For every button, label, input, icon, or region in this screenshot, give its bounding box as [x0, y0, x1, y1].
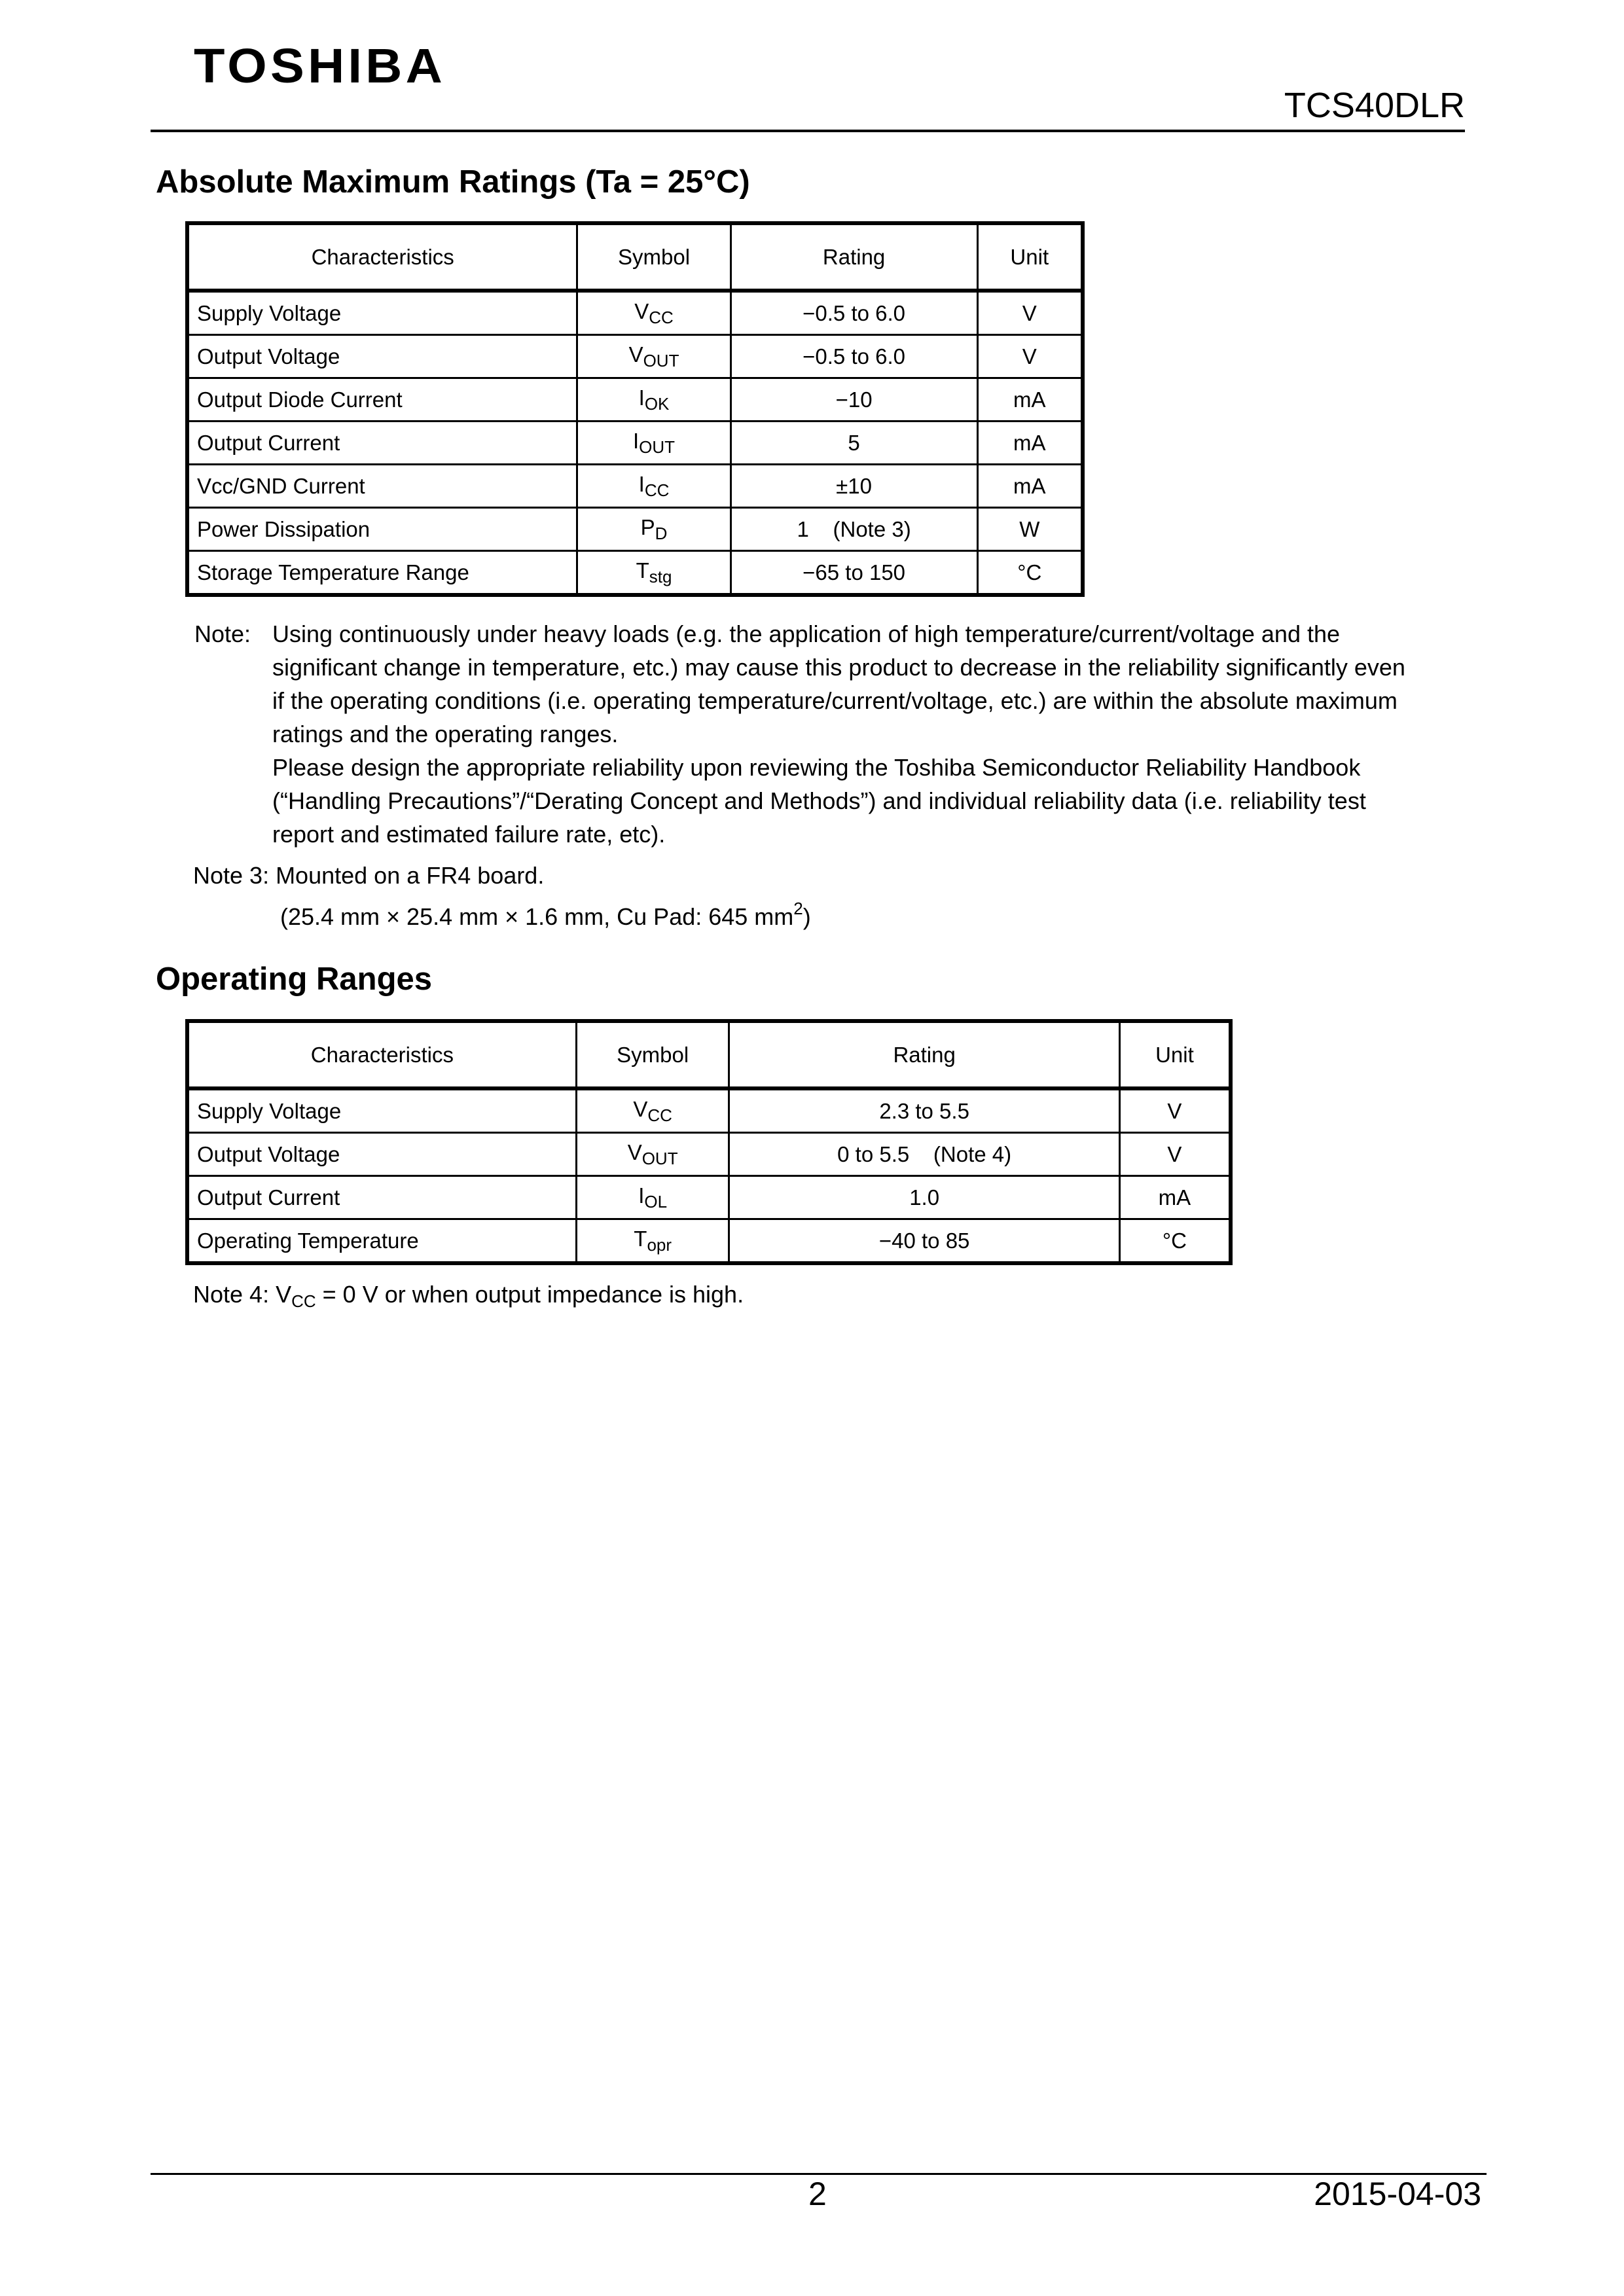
- cell-unit: mA: [977, 378, 1083, 422]
- cell-characteristic: Output Voltage: [187, 1133, 576, 1176]
- cell-characteristic: Output Current: [187, 422, 577, 465]
- cell-characteristic: Vcc/GND Current: [187, 465, 577, 508]
- note-line: report and estimated failure rate, etc).: [272, 821, 666, 848]
- table-row: [187, 291, 1083, 335]
- toshiba-logo: TOSHIBA: [194, 39, 446, 93]
- cell-unit: mA: [977, 465, 1083, 508]
- cell-rating: −10: [731, 378, 977, 422]
- cell-rating: 1.0: [729, 1176, 1119, 1219]
- cell-symbol: $V_{CC}$: [576, 1088, 729, 1133]
- col-header-characteristics: Characteristics: [187, 1021, 576, 1088]
- cell-unit: mA: [977, 422, 1083, 465]
- cell-symbol: $I_{CC}$: [577, 465, 731, 508]
- cell-symbol: $V_{OUT}$: [577, 335, 731, 378]
- table-row: [187, 465, 1083, 508]
- table-row: [187, 551, 1083, 596]
- table-row: [187, 1219, 1231, 1264]
- note-label: Note:: [194, 620, 251, 647]
- note-3: [193, 859, 811, 933]
- cell-symbol: $T_{stg}$: [577, 551, 731, 596]
- cell-characteristic: Output Voltage: [187, 335, 577, 378]
- cell-characteristic: Supply Voltage: [187, 1088, 576, 1133]
- col-header-rating: Rating: [729, 1021, 1119, 1088]
- cell-rating: 0 to 5.5 (Note 4): [729, 1133, 1119, 1176]
- operating-ranges-table: [185, 1019, 1233, 1265]
- cell-rating: −40 to 85: [729, 1219, 1119, 1264]
- document-date: 2015-04-03: [1314, 2176, 1481, 2212]
- table-row: [187, 335, 1083, 378]
- table-row: [187, 1133, 1231, 1176]
- cell-symbol: $I_{OUT}$: [577, 422, 731, 465]
- note-line: significant change in temperature, etc.) may cause this product to decrease in the reliability significantly even: [272, 654, 1405, 681]
- cell-characteristic: Output Diode Current: [187, 378, 577, 422]
- table-row: [187, 422, 1083, 465]
- cell-symbol: $P_D$: [577, 508, 731, 551]
- col-header-symbol: Symbol: [576, 1021, 729, 1088]
- cell-unit: V: [1119, 1133, 1231, 1176]
- cell-rating: 1 (Note 3): [731, 508, 977, 551]
- cell-unit: mA: [1119, 1176, 1231, 1219]
- note-4: Note 4: $V_{CC} = 0$ V or when output impedance is high.: [193, 1281, 744, 1311]
- col-header-rating: Rating: [731, 223, 977, 291]
- note-line: if the operating conditions (i.e. operating temperature/current/voltage, etc.) are within the absolute maximum: [272, 687, 1398, 714]
- table-row: [187, 1176, 1231, 1219]
- cell-unit: V: [977, 335, 1083, 378]
- cell-symbol: $V_{OUT}$: [576, 1133, 729, 1176]
- col-header-unit: Unit: [977, 223, 1083, 291]
- cell-unit: W: [977, 508, 1083, 551]
- col-header-unit: Unit: [1119, 1021, 1231, 1088]
- cell-symbol: $I_{OK}$: [577, 378, 731, 422]
- cell-rating: −65 to 150: [731, 551, 977, 596]
- cell-unit: °C: [977, 551, 1083, 596]
- cell-rating: −0.5 to 6.0: [731, 291, 977, 335]
- cell-rating: 2.3 to 5.5: [729, 1088, 1119, 1133]
- note3-line2: (25.4 mm × 25.4 mm × 1.6 mm, Cu Pad: 645 $mm^2$): [280, 899, 811, 930]
- page-number: 2: [808, 2176, 827, 2212]
- cell-characteristic: Storage Temperature Range: [187, 551, 577, 596]
- abs-max-ratings-table: [185, 221, 1085, 597]
- cell-rating: −0.5 to 6.0: [731, 335, 977, 378]
- reliability-note: [194, 617, 1477, 851]
- cell-unit: V: [977, 291, 1083, 335]
- cell-symbol: $T_{opr}$: [576, 1219, 729, 1264]
- cell-rating: 5: [731, 422, 977, 465]
- col-header-characteristics: Characteristics: [187, 223, 577, 291]
- operating-ranges-title: Operating Ranges: [156, 961, 433, 997]
- cell-characteristic: Supply Voltage: [187, 291, 577, 335]
- header-rule: [151, 130, 1465, 132]
- note-line: (“Handling Precautions”/“Derating Concept and Methods”) and individual reliability data (i.e. reliability test: [272, 787, 1366, 814]
- note-line: Using continuously under heavy loads (e.g. the application of high temperature/current/voltage and the: [272, 620, 1341, 647]
- table-row: [187, 508, 1083, 551]
- note3-line1: Note 3: Mounted on a FR4 board.: [193, 862, 545, 889]
- table-row: [187, 378, 1083, 422]
- abs-max-ratings-title: Absolute Maximum Ratings (Ta = 25°C): [156, 164, 750, 200]
- part-number: TCS40DLR: [1284, 86, 1465, 125]
- cell-symbol: $V_{CC}$: [577, 291, 731, 335]
- cell-characteristic: Operating Temperature: [187, 1219, 576, 1264]
- table-row: [187, 1088, 1231, 1133]
- note-line: Please design the appropriate reliability upon reviewing the Toshiba Semiconductor Reliability Handbook: [272, 754, 1361, 781]
- cell-rating: ±10: [731, 465, 977, 508]
- cell-unit: °C: [1119, 1219, 1231, 1264]
- cell-characteristic: Power Dissipation: [187, 508, 577, 551]
- note-line: ratings and the operating ranges.: [272, 721, 619, 747]
- col-header-symbol: Symbol: [577, 223, 731, 291]
- cell-unit: V: [1119, 1088, 1231, 1133]
- cell-symbol: $I_{OL}$: [576, 1176, 729, 1219]
- cell-characteristic: Output Current: [187, 1176, 576, 1219]
